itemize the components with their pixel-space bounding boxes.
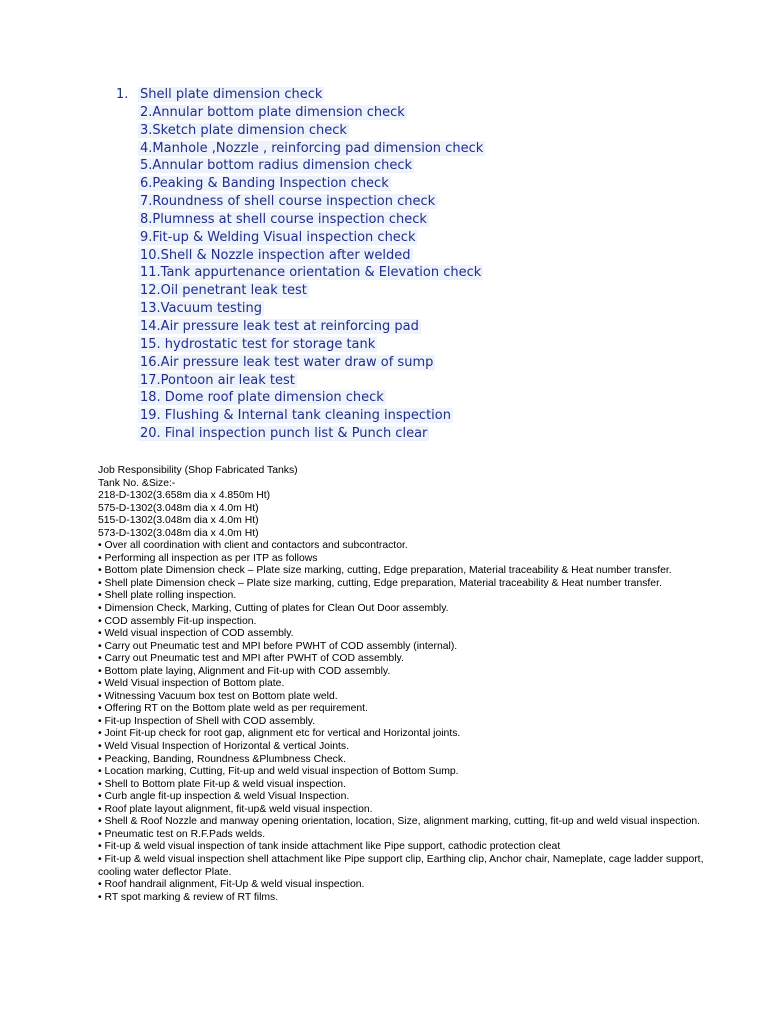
- checklist-item-text: 16.Air pressure leak test water draw of sump: [140, 354, 434, 370]
- checklist-item-text: 20. Final inspection punch list & Punch clear: [140, 426, 428, 442]
- checklist-item: [116, 407, 485, 425]
- checklist-item: [116, 247, 485, 265]
- bullet-item: • Location marking, Cutting, Fit-up and weld visual inspection of Bottom Sump.: [98, 766, 459, 778]
- checklist-item-text: 15. hydrostatic test for storage tank: [140, 336, 376, 352]
- checklist-item-text: Shell plate dimension check: [140, 87, 323, 102]
- checklist-item: [116, 389, 485, 407]
- tank-spec: 575-D-1302(3.048m dia x 4.0m Ht): [98, 502, 259, 514]
- bullet-item: • Shell & Roof Nozzle and manway opening orientation, location, Size, alignment marking, cutting, fit-up and weld visual inspection.: [98, 816, 701, 828]
- checklist-item: [116, 122, 485, 140]
- bullet-item: • Weld Visual Inspection of Horizontal & vertical Joints.: [98, 741, 350, 753]
- bullet-item: • Over all coordination with client and contactors and subcontractor.: [98, 540, 408, 552]
- checklist-item: [116, 264, 485, 282]
- bullet-item: • Joint Fit-up check for root gap, alignment etc for vertical and Horizontal joints.: [98, 728, 461, 740]
- checklist-item: [116, 104, 485, 122]
- bullet-item: • Fit-up & weld visual inspection shell attachment like Pipe support clip, Earthing clip, Anchor chair, Nameplate, cage ladder support,: [98, 853, 704, 865]
- bullet-item: • Shell plate Dimension check – Plate size marking, cutting, Edge preparation, Material traceability & Heat number transfer.: [98, 577, 662, 589]
- section-heading: Job Responsibility (Shop Fabricated Tanks): [98, 465, 298, 476]
- bullet-item-continuation: cooling water deflector Plate.: [98, 866, 232, 878]
- bullet-item: • Curb angle fit-up inspection & weld Visual Inspection.: [98, 791, 350, 803]
- bullet-item: • Fit-up & weld visual inspection of tank inside attachment like Pipe support, cathodic protection cleat: [98, 841, 561, 853]
- bullet-item: • Weld visual inspection of COD assembly.: [98, 628, 294, 640]
- bullet-item: • Shell to Bottom plate Fit-up & weld visual inspection.: [98, 778, 346, 790]
- checklist-item: [116, 372, 485, 390]
- bullet-item: • Carry out Pneumatic test and MPI before PWHT of COD assembly (internal).: [98, 640, 458, 652]
- checklist-item-text: 18. Dome roof plate dimension check: [140, 390, 384, 406]
- bullet-item: • Offering RT on the Bottom plate weld as per requirement.: [98, 703, 368, 715]
- bullet-item: • Carry out Pneumatic test and MPI after PWHT of COD assembly.: [98, 653, 404, 665]
- tank-spec: 515-D-1302(3.048m dia x 4.0m Ht): [98, 515, 259, 527]
- checklist-item-text: 17.Pontoon air leak test: [140, 372, 295, 388]
- bullet-item: • RT spot marking & review of RT films.: [98, 891, 279, 903]
- checklist-item-text: 6.Peaking & Banding Inspection check: [140, 176, 389, 192]
- bullet-item: • Bottom plate laying, Alignment and Fit-up with COD assembly.: [98, 665, 391, 677]
- bullet-item: • Witnessing Vacuum box test on Bottom plate weld.: [98, 690, 338, 702]
- checklist-item: [116, 282, 485, 300]
- checklist-item-text: 13.Vacuum testing: [140, 301, 263, 317]
- checklist-item-text: 7.Roundness of shell course inspection check: [140, 194, 436, 210]
- checklist-item: [116, 229, 485, 247]
- tank-spec: 218-D-1302(3.658m dia x 4.850m Ht): [98, 490, 271, 502]
- job-responsibility-section: [98, 465, 768, 904]
- checklist-item-text: 19. Flushing & Internal tank cleaning inspection: [140, 408, 451, 424]
- checklist-item: [116, 193, 485, 211]
- checklist-item: [116, 318, 485, 336]
- checklist-item: [116, 425, 485, 443]
- checklist-item: [116, 157, 485, 175]
- checklist-item-text: 11.Tank appurtenance orientation & Elevation check: [140, 265, 482, 281]
- bullet-item: • Dimension Check, Marking, Cutting of plates for Clean Out Door assembly.: [98, 603, 449, 615]
- bullet-item: • Weld Visual inspection of Bottom plate.: [98, 678, 285, 690]
- checklist-item-1: [116, 86, 485, 104]
- checklist-item-text: 9.Fit-up & Welding Visual inspection check: [140, 229, 416, 245]
- bullet-item: • Roof handrail alignment, Fit-Up & weld visual inspection.: [98, 879, 365, 891]
- checklist-item-text: 5.Annular bottom radius dimension check: [140, 158, 413, 174]
- tank-size-label: Tank No. &Size:-: [98, 477, 176, 489]
- bullet-item: • Fit-up Inspection of Shell with COD assembly.: [98, 715, 316, 727]
- bullet-item: • Peacking, Banding, Roundness &Plumbness Check.: [98, 753, 346, 765]
- bullet-item: • COD assembly Fit-up inspection.: [98, 615, 257, 627]
- checklist-item-text: 8.Plumness at shell course inspection check: [140, 211, 427, 227]
- bullet-item: • Roof plate layout alignment, fit-up& weld visual inspection.: [98, 803, 373, 815]
- checklist-item: [116, 175, 485, 193]
- bullet-item: • Pneumatic test on R.F.Pads welds.: [98, 828, 266, 840]
- checklist-item-text: 14.Air pressure leak test at reinforcing pad: [140, 318, 419, 334]
- bullet-item: • Performing all inspection as per ITP as follows: [98, 552, 318, 564]
- checklist-item: [116, 140, 485, 158]
- checklist-item-text: 10.Shell & Nozzle inspection after welded: [140, 247, 411, 263]
- checklist-item: [116, 336, 485, 354]
- checklist-item-text: 3.Sketch plate dimension check: [140, 122, 347, 138]
- bullet-item: • Bottom plate Dimension check – Plate size marking, cutting, Edge preparation, Material traceability & Heat number transfer.: [98, 565, 672, 577]
- checklist-item-text: 4.Manhole ,Nozzle , reinforcing pad dimension check: [140, 140, 484, 156]
- bullet-item: • Shell plate rolling inspection.: [98, 590, 237, 602]
- checklist-item: [116, 300, 485, 318]
- checklist-item-text: 2.Annular bottom plate dimension check: [140, 104, 405, 120]
- checklist-item: [116, 354, 485, 372]
- checklist-item-text: 12.Oil penetrant leak test: [140, 283, 307, 299]
- list-marker: 1.: [116, 87, 129, 102]
- checklist-item: [116, 211, 485, 229]
- inspection-checklist: [116, 86, 485, 443]
- tank-spec: 573-D-1302(3.048m dia x 4.0m Ht): [98, 527, 259, 539]
